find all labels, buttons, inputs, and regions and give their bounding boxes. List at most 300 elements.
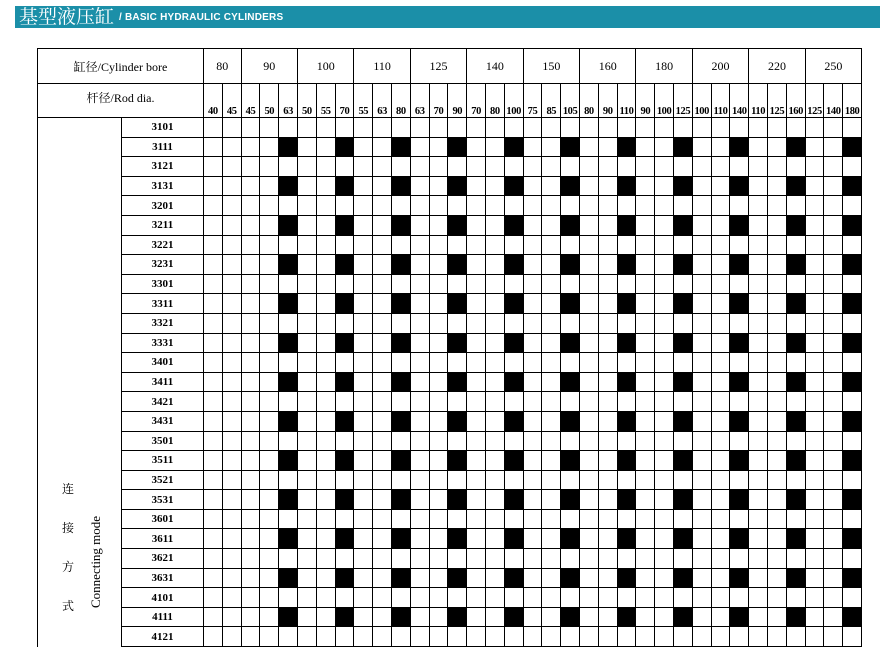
cell-empty <box>241 274 260 294</box>
cell-empty <box>316 235 335 255</box>
cell-empty <box>504 588 523 608</box>
mode-code: 3611 <box>122 529 204 549</box>
cell-empty <box>786 470 805 490</box>
cell-available <box>674 490 693 510</box>
rod-value: 63 <box>410 84 429 118</box>
cell-empty <box>692 313 711 333</box>
cell-empty <box>655 372 674 392</box>
cell-available <box>786 137 805 157</box>
mode-code: 3311 <box>122 294 204 314</box>
cell-available <box>335 255 354 275</box>
cell-available <box>674 568 693 588</box>
cell-empty <box>335 627 354 647</box>
connecting-mode-char: 接 <box>62 521 75 535</box>
cell-empty <box>580 509 599 529</box>
cell-empty <box>692 509 711 529</box>
cell-available <box>730 215 749 235</box>
cell-empty <box>824 431 843 451</box>
cell-empty <box>542 490 561 510</box>
cell-empty <box>429 549 448 569</box>
cell-empty <box>598 568 617 588</box>
cell-empty <box>655 313 674 333</box>
cell-empty <box>298 627 317 647</box>
cell-empty <box>335 196 354 216</box>
cell-available <box>786 255 805 275</box>
cell-empty <box>410 176 429 196</box>
cell-empty <box>542 588 561 608</box>
cell-empty <box>410 607 429 627</box>
cell-empty <box>768 372 787 392</box>
cell-available <box>730 176 749 196</box>
cell-empty <box>636 313 655 333</box>
cell-empty <box>692 392 711 412</box>
cell-empty <box>561 353 580 373</box>
cell-empty <box>598 215 617 235</box>
rod-value: 70 <box>335 84 354 118</box>
cell-empty <box>523 313 542 333</box>
cell-empty <box>674 235 693 255</box>
cell-empty <box>429 509 448 529</box>
cell-empty <box>222 215 241 235</box>
cell-empty <box>222 118 241 138</box>
bore-value: 80 <box>204 49 242 84</box>
rod-value: 160 <box>786 84 805 118</box>
cell-empty <box>786 392 805 412</box>
cell-empty <box>467 176 486 196</box>
cell-empty <box>429 451 448 471</box>
cell-available <box>561 607 580 627</box>
rod-value: 110 <box>711 84 730 118</box>
cell-empty <box>204 588 223 608</box>
cell-empty <box>598 431 617 451</box>
cell-empty <box>730 274 749 294</box>
cell-empty <box>711 470 730 490</box>
cell-empty <box>448 431 467 451</box>
cell-available <box>279 333 298 353</box>
cell-empty <box>805 313 824 333</box>
cell-empty <box>279 588 298 608</box>
cell-empty <box>768 451 787 471</box>
cell-available <box>730 333 749 353</box>
table-row <box>38 353 862 373</box>
cell-empty <box>636 607 655 627</box>
cell-empty <box>373 627 392 647</box>
bore-value: 140 <box>467 49 523 84</box>
cell-available <box>504 411 523 431</box>
cell-available <box>448 294 467 314</box>
cell-empty <box>561 274 580 294</box>
cell-available <box>674 137 693 157</box>
cell-empty <box>786 157 805 177</box>
cell-empty <box>523 411 542 431</box>
cell-empty <box>824 549 843 569</box>
cell-available <box>730 255 749 275</box>
cell-empty <box>298 274 317 294</box>
cell-empty <box>523 255 542 275</box>
cell-empty <box>410 411 429 431</box>
cell-empty <box>768 333 787 353</box>
cell-empty <box>222 627 241 647</box>
cell-empty <box>373 509 392 529</box>
cell-empty <box>486 451 505 471</box>
rod-value: 55 <box>354 84 373 118</box>
cell-empty <box>805 451 824 471</box>
cell-empty <box>429 607 448 627</box>
bore-value: 220 <box>749 49 805 84</box>
cell-empty <box>655 411 674 431</box>
cell-empty <box>392 118 411 138</box>
cell-empty <box>542 215 561 235</box>
cell-empty <box>279 118 298 138</box>
cell-empty <box>523 392 542 412</box>
cell-available <box>674 411 693 431</box>
cell-available <box>504 333 523 353</box>
cell-empty <box>429 196 448 216</box>
cell-empty <box>580 549 599 569</box>
cell-empty <box>486 255 505 275</box>
cell-empty <box>298 588 317 608</box>
cell-empty <box>222 176 241 196</box>
cell-empty <box>467 118 486 138</box>
cell-empty <box>316 451 335 471</box>
cell-empty <box>467 274 486 294</box>
cell-empty <box>241 333 260 353</box>
cell-empty <box>204 353 223 373</box>
header-banner <box>15 6 880 28</box>
cell-empty <box>373 215 392 235</box>
cell-empty <box>824 411 843 431</box>
cell-empty <box>824 274 843 294</box>
cell-empty <box>222 470 241 490</box>
cell-empty <box>354 157 373 177</box>
cell-empty <box>316 137 335 157</box>
cell-empty <box>824 157 843 177</box>
cell-empty <box>448 313 467 333</box>
connecting-mode-cn <box>62 480 74 614</box>
cell-empty <box>448 470 467 490</box>
cell-empty <box>222 411 241 431</box>
cell-empty <box>410 333 429 353</box>
cell-empty <box>749 274 768 294</box>
mode-code: 3301 <box>122 274 204 294</box>
cell-empty <box>655 274 674 294</box>
cell-empty <box>636 333 655 353</box>
rod-value: 55 <box>316 84 335 118</box>
cell-empty <box>241 215 260 235</box>
cell-empty <box>316 607 335 627</box>
cell-available <box>786 529 805 549</box>
cell-empty <box>467 470 486 490</box>
cell-empty <box>768 313 787 333</box>
cell-empty <box>410 451 429 471</box>
cell-empty <box>674 509 693 529</box>
cell-empty <box>354 176 373 196</box>
cell-empty <box>730 431 749 451</box>
cell-available <box>504 137 523 157</box>
cell-empty <box>486 529 505 549</box>
cell-empty <box>486 509 505 529</box>
cell-available <box>448 451 467 471</box>
cell-empty <box>542 313 561 333</box>
cell-empty <box>448 157 467 177</box>
table-row <box>38 431 862 451</box>
cell-empty <box>429 137 448 157</box>
cell-empty <box>636 411 655 431</box>
cell-empty <box>392 509 411 529</box>
cell-available <box>843 490 862 510</box>
cell-available <box>392 333 411 353</box>
table-row <box>38 137 862 157</box>
cell-empty <box>561 118 580 138</box>
cell-empty <box>279 313 298 333</box>
bore-value: 250 <box>805 49 861 84</box>
cell-empty <box>486 196 505 216</box>
cell-empty <box>674 431 693 451</box>
cell-empty <box>354 549 373 569</box>
cell-empty <box>222 568 241 588</box>
cell-empty <box>523 451 542 471</box>
cell-empty <box>580 568 599 588</box>
cell-empty <box>749 196 768 216</box>
cell-empty <box>354 470 373 490</box>
cell-empty <box>204 627 223 647</box>
cell-empty <box>824 196 843 216</box>
cell-empty <box>523 137 542 157</box>
cell-empty <box>636 118 655 138</box>
cell-empty <box>768 176 787 196</box>
cell-empty <box>392 627 411 647</box>
cell-empty <box>298 529 317 549</box>
cell-empty <box>674 118 693 138</box>
cell-empty <box>373 118 392 138</box>
rod-value: 110 <box>749 84 768 118</box>
cell-available <box>392 411 411 431</box>
cell-empty <box>617 470 636 490</box>
cell-empty <box>241 509 260 529</box>
cell-available <box>730 490 749 510</box>
cell-empty <box>598 490 617 510</box>
cell-empty <box>354 372 373 392</box>
mode-code: 3411 <box>122 372 204 392</box>
cell-available <box>617 372 636 392</box>
cell-available <box>730 568 749 588</box>
cell-empty <box>316 490 335 510</box>
cell-empty <box>354 353 373 373</box>
cell-empty <box>674 549 693 569</box>
table-row <box>38 157 862 177</box>
cell-empty <box>768 137 787 157</box>
cell-empty <box>298 176 317 196</box>
cell-empty <box>749 313 768 333</box>
cell-empty <box>241 431 260 451</box>
cell-empty <box>655 137 674 157</box>
cell-empty <box>617 627 636 647</box>
cell-empty <box>824 176 843 196</box>
cell-empty <box>486 118 505 138</box>
cell-empty <box>260 176 279 196</box>
cell-available <box>617 255 636 275</box>
cell-empty <box>711 196 730 216</box>
cell-empty <box>843 157 862 177</box>
cell-empty <box>298 196 317 216</box>
cell-available <box>617 490 636 510</box>
table-row <box>38 255 862 275</box>
cell-empty <box>636 568 655 588</box>
cell-empty <box>298 353 317 373</box>
cell-empty <box>542 294 561 314</box>
cell-empty <box>523 176 542 196</box>
cell-empty <box>354 196 373 216</box>
cell-empty <box>711 529 730 549</box>
cell-empty <box>692 294 711 314</box>
cell-empty <box>410 372 429 392</box>
cell-empty <box>598 333 617 353</box>
rod-value: 180 <box>843 84 862 118</box>
cell-empty <box>486 313 505 333</box>
cell-empty <box>260 235 279 255</box>
cell-empty <box>373 137 392 157</box>
cell-empty <box>824 137 843 157</box>
cell-available <box>730 451 749 471</box>
cell-empty <box>410 627 429 647</box>
cell-empty <box>373 588 392 608</box>
cell-available <box>504 568 523 588</box>
cell-empty <box>241 529 260 549</box>
rod-header-row <box>38 84 862 118</box>
cell-empty <box>429 431 448 451</box>
cell-empty <box>429 176 448 196</box>
cell-empty <box>749 235 768 255</box>
cell-available <box>843 529 862 549</box>
cell-empty <box>692 353 711 373</box>
cell-empty <box>467 333 486 353</box>
cell-available <box>279 294 298 314</box>
cell-empty <box>542 274 561 294</box>
mode-code: 4101 <box>122 588 204 608</box>
cell-empty <box>260 215 279 235</box>
cell-empty <box>711 607 730 627</box>
cell-empty <box>335 470 354 490</box>
cell-empty <box>805 196 824 216</box>
cell-empty <box>824 313 843 333</box>
cell-empty <box>805 215 824 235</box>
cell-empty <box>448 274 467 294</box>
cell-empty <box>448 353 467 373</box>
cell-empty <box>768 392 787 412</box>
cell-empty <box>843 627 862 647</box>
cell-empty <box>843 392 862 412</box>
cell-empty <box>354 333 373 353</box>
cell-empty <box>824 529 843 549</box>
cell-available <box>392 176 411 196</box>
cell-available <box>279 411 298 431</box>
cell-empty <box>711 392 730 412</box>
cell-empty <box>542 118 561 138</box>
cell-empty <box>805 509 824 529</box>
rod-value: 45 <box>222 84 241 118</box>
cell-empty <box>504 235 523 255</box>
cell-available <box>674 333 693 353</box>
cell-empty <box>429 372 448 392</box>
cell-empty <box>711 255 730 275</box>
cell-empty <box>204 313 223 333</box>
cell-empty <box>542 568 561 588</box>
rod-value: 140 <box>730 84 749 118</box>
cell-available <box>279 529 298 549</box>
cell-empty <box>316 313 335 333</box>
cell-empty <box>222 274 241 294</box>
cell-empty <box>486 549 505 569</box>
cell-empty <box>373 235 392 255</box>
cell-empty <box>241 392 260 412</box>
cell-empty <box>373 549 392 569</box>
cell-empty <box>241 176 260 196</box>
cell-empty <box>580 451 599 471</box>
cell-empty <box>598 470 617 490</box>
cell-available <box>843 215 862 235</box>
table-row <box>38 607 862 627</box>
cell-empty <box>204 431 223 451</box>
cell-empty <box>843 431 862 451</box>
cell-empty <box>805 470 824 490</box>
cell-empty <box>429 313 448 333</box>
cell-empty <box>636 235 655 255</box>
cell-empty <box>222 196 241 216</box>
cell-empty <box>354 137 373 157</box>
cell-empty <box>561 235 580 255</box>
cell-empty <box>561 431 580 451</box>
cell-empty <box>786 274 805 294</box>
cell-empty <box>222 549 241 569</box>
cell-available <box>392 372 411 392</box>
cell-empty <box>711 588 730 608</box>
bore-label: 缸径/Cylinder bore <box>38 49 204 84</box>
cell-empty <box>504 627 523 647</box>
cell-empty <box>749 294 768 314</box>
cell-empty <box>260 607 279 627</box>
cell-empty <box>674 196 693 216</box>
cell-empty <box>580 490 599 510</box>
cell-empty <box>279 196 298 216</box>
cell-empty <box>373 470 392 490</box>
cell-empty <box>805 118 824 138</box>
cell-empty <box>617 274 636 294</box>
page-title: 基型液压缸 <box>19 6 115 28</box>
cell-empty <box>260 294 279 314</box>
cell-empty <box>711 372 730 392</box>
cell-available <box>504 451 523 471</box>
cell-empty <box>636 627 655 647</box>
cell-empty <box>692 137 711 157</box>
cell-empty <box>523 333 542 353</box>
cell-available <box>730 529 749 549</box>
cell-empty <box>222 529 241 549</box>
rod-value: 90 <box>598 84 617 118</box>
cell-empty <box>448 509 467 529</box>
cell-empty <box>786 353 805 373</box>
cell-empty <box>373 607 392 627</box>
cell-empty <box>523 490 542 510</box>
cell-empty <box>279 431 298 451</box>
cell-empty <box>429 235 448 255</box>
cell-empty <box>561 509 580 529</box>
rod-value: 90 <box>636 84 655 118</box>
cell-empty <box>298 333 317 353</box>
cell-empty <box>392 588 411 608</box>
cell-empty <box>486 607 505 627</box>
cell-empty <box>749 549 768 569</box>
cell-empty <box>692 215 711 235</box>
